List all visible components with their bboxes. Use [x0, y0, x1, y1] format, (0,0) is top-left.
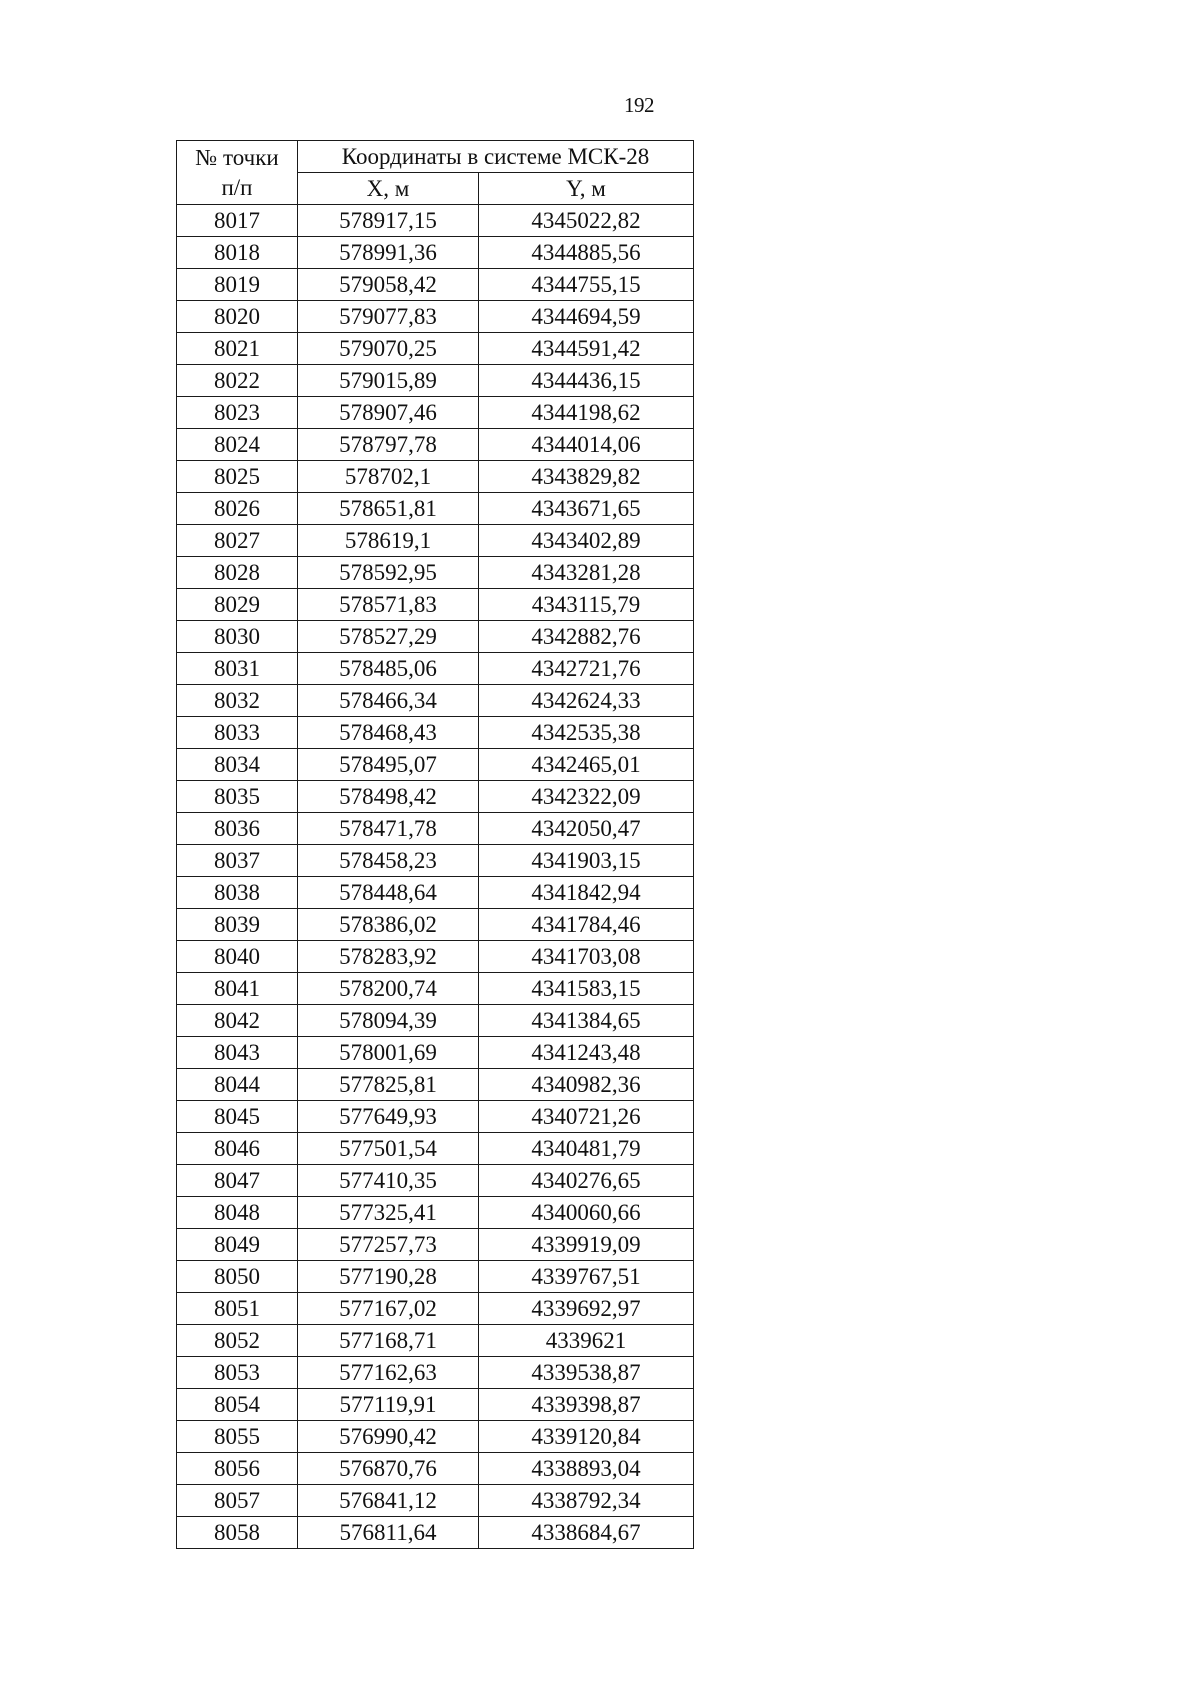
cell-point-number: 8033	[177, 717, 298, 749]
cell-x: 579015,89	[298, 365, 479, 397]
table-row	[177, 653, 694, 685]
header-point-number	[177, 141, 298, 205]
cell-y: 4343829,82	[479, 461, 694, 493]
table-row	[177, 461, 694, 493]
table-row	[177, 941, 694, 973]
cell-y: 4342535,38	[479, 717, 694, 749]
cell-x: 578466,34	[298, 685, 479, 717]
table-header	[177, 141, 694, 205]
table-row	[177, 1421, 694, 1453]
cell-point-number: 8049	[177, 1229, 298, 1261]
cell-x: 578458,23	[298, 845, 479, 877]
cell-x: 577257,73	[298, 1229, 479, 1261]
cell-x: 578283,92	[298, 941, 479, 973]
cell-point-number: 8038	[177, 877, 298, 909]
table-row	[177, 1389, 694, 1421]
cell-point-number: 8055	[177, 1421, 298, 1453]
table-row	[177, 1261, 694, 1293]
cell-y: 4344694,59	[479, 301, 694, 333]
cell-x: 579070,25	[298, 333, 479, 365]
cell-x: 578094,39	[298, 1005, 479, 1037]
cell-point-number: 8036	[177, 813, 298, 845]
cell-y: 4341243,48	[479, 1037, 694, 1069]
cell-point-number: 8030	[177, 621, 298, 653]
table-row	[177, 845, 694, 877]
cell-point-number: 8054	[177, 1389, 298, 1421]
cell-point-number: 8034	[177, 749, 298, 781]
table-row	[177, 269, 694, 301]
table-row	[177, 365, 694, 397]
cell-y: 4343402,89	[479, 525, 694, 557]
cell-point-number: 8025	[177, 461, 298, 493]
table-row	[177, 1133, 694, 1165]
cell-y: 4341703,08	[479, 941, 694, 973]
cell-y: 4342050,47	[479, 813, 694, 845]
cell-point-number: 8058	[177, 1517, 298, 1549]
cell-x: 577119,91	[298, 1389, 479, 1421]
cell-point-number: 8026	[177, 493, 298, 525]
table-row	[177, 973, 694, 1005]
coordinates-table	[176, 140, 694, 1549]
cell-point-number: 8047	[177, 1165, 298, 1197]
table-row	[177, 1069, 694, 1101]
cell-x: 577190,28	[298, 1261, 479, 1293]
table-row	[177, 909, 694, 941]
cell-y: 4341903,15	[479, 845, 694, 877]
cell-point-number: 8024	[177, 429, 298, 461]
cell-x: 578498,42	[298, 781, 479, 813]
cell-point-number: 8046	[177, 1133, 298, 1165]
cell-point-number: 8057	[177, 1485, 298, 1517]
cell-point-number: 8022	[177, 365, 298, 397]
cell-x: 577325,41	[298, 1197, 479, 1229]
table-row	[177, 493, 694, 525]
cell-x: 578448,64	[298, 877, 479, 909]
cell-y: 4342624,33	[479, 685, 694, 717]
header-point-number-line2: п/п	[221, 174, 253, 200]
cell-x: 578991,36	[298, 237, 479, 269]
cell-x: 576990,42	[298, 1421, 479, 1453]
cell-x: 578702,1	[298, 461, 479, 493]
table-row	[177, 749, 694, 781]
table-body	[177, 205, 694, 1549]
cell-x: 578200,74	[298, 973, 479, 1005]
cell-x: 577410,35	[298, 1165, 479, 1197]
cell-y: 4342721,76	[479, 653, 694, 685]
cell-y: 4344436,15	[479, 365, 694, 397]
cell-y: 4340481,79	[479, 1133, 694, 1165]
cell-x: 578651,81	[298, 493, 479, 525]
cell-y: 4338893,04	[479, 1453, 694, 1485]
cell-y: 4340721,26	[479, 1101, 694, 1133]
table-row	[177, 717, 694, 749]
cell-x: 579077,83	[298, 301, 479, 333]
table-row	[177, 685, 694, 717]
table-row	[177, 397, 694, 429]
table-row	[177, 1517, 694, 1549]
header-y: Y, м	[479, 173, 694, 205]
cell-point-number: 8039	[177, 909, 298, 941]
cell-y: 4340982,36	[479, 1069, 694, 1101]
cell-x: 576811,64	[298, 1517, 479, 1549]
cell-point-number: 8028	[177, 557, 298, 589]
cell-y: 4343281,28	[479, 557, 694, 589]
cell-x: 578471,78	[298, 813, 479, 845]
cell-x: 578917,15	[298, 205, 479, 237]
cell-point-number: 8037	[177, 845, 298, 877]
table-row	[177, 1101, 694, 1133]
cell-point-number: 8031	[177, 653, 298, 685]
cell-y: 4341842,94	[479, 877, 694, 909]
table-row	[177, 301, 694, 333]
cell-y: 4342322,09	[479, 781, 694, 813]
cell-y: 4338792,34	[479, 1485, 694, 1517]
cell-point-number: 8053	[177, 1357, 298, 1389]
cell-point-number: 8023	[177, 397, 298, 429]
header-point-number-line1: № точки	[195, 144, 279, 170]
cell-point-number: 8032	[177, 685, 298, 717]
table-row	[177, 1197, 694, 1229]
cell-x: 577167,02	[298, 1293, 479, 1325]
table-row	[177, 205, 694, 237]
cell-x: 578468,43	[298, 717, 479, 749]
cell-x: 578001,69	[298, 1037, 479, 1069]
table-row	[177, 525, 694, 557]
cell-x: 578619,1	[298, 525, 479, 557]
cell-y: 4340060,66	[479, 1197, 694, 1229]
cell-x: 578485,06	[298, 653, 479, 685]
cell-y: 4342465,01	[479, 749, 694, 781]
cell-x: 578527,29	[298, 621, 479, 653]
table-row	[177, 877, 694, 909]
cell-x: 577501,54	[298, 1133, 479, 1165]
table-row	[177, 1005, 694, 1037]
page-number: 192	[624, 93, 654, 117]
cell-y: 4344198,62	[479, 397, 694, 429]
cell-point-number: 8052	[177, 1325, 298, 1357]
cell-y: 4339621	[479, 1325, 694, 1357]
cell-y: 4344885,56	[479, 237, 694, 269]
cell-point-number: 8021	[177, 333, 298, 365]
cell-point-number: 8027	[177, 525, 298, 557]
cell-y: 4344755,15	[479, 269, 694, 301]
cell-x: 578797,78	[298, 429, 479, 461]
cell-point-number: 8048	[177, 1197, 298, 1229]
cell-x: 578571,83	[298, 589, 479, 621]
cell-y: 4340276,65	[479, 1165, 694, 1197]
cell-y: 4344014,06	[479, 429, 694, 461]
cell-y: 4338684,67	[479, 1517, 694, 1549]
cell-y: 4339538,87	[479, 1357, 694, 1389]
cell-point-number: 8045	[177, 1101, 298, 1133]
table-row	[177, 1037, 694, 1069]
table-row	[177, 621, 694, 653]
cell-x: 577168,71	[298, 1325, 479, 1357]
cell-x: 578386,02	[298, 909, 479, 941]
cell-x: 577649,93	[298, 1101, 479, 1133]
cell-x: 576841,12	[298, 1485, 479, 1517]
table-row	[177, 1165, 694, 1197]
table-row	[177, 237, 694, 269]
table-row	[177, 1357, 694, 1389]
cell-point-number: 8041	[177, 973, 298, 1005]
cell-point-number: 8020	[177, 301, 298, 333]
cell-y: 4341384,65	[479, 1005, 694, 1037]
header-coordinates-group: Координаты в системе МСК-28	[298, 141, 694, 173]
table-row	[177, 813, 694, 845]
table-row	[177, 1325, 694, 1357]
cell-point-number: 8042	[177, 1005, 298, 1037]
table-row	[177, 589, 694, 621]
cell-y: 4341583,15	[479, 973, 694, 1005]
cell-x: 578592,95	[298, 557, 479, 589]
cell-point-number: 8044	[177, 1069, 298, 1101]
table-row	[177, 557, 694, 589]
header-x: X, м	[298, 173, 479, 205]
cell-point-number: 8035	[177, 781, 298, 813]
cell-x: 576870,76	[298, 1453, 479, 1485]
cell-y: 4339919,09	[479, 1229, 694, 1261]
cell-x: 579058,42	[298, 269, 479, 301]
table-row	[177, 429, 694, 461]
cell-point-number: 8050	[177, 1261, 298, 1293]
cell-y: 4342882,76	[479, 621, 694, 653]
cell-x: 578907,46	[298, 397, 479, 429]
table-row	[177, 1293, 694, 1325]
cell-x: 577162,63	[298, 1357, 479, 1389]
cell-point-number: 8017	[177, 205, 298, 237]
cell-y: 4339692,97	[479, 1293, 694, 1325]
cell-point-number: 8051	[177, 1293, 298, 1325]
table-row	[177, 781, 694, 813]
cell-x: 577825,81	[298, 1069, 479, 1101]
table-row	[177, 333, 694, 365]
cell-y: 4339120,84	[479, 1421, 694, 1453]
cell-x: 578495,07	[298, 749, 479, 781]
cell-y: 4344591,42	[479, 333, 694, 365]
cell-point-number: 8018	[177, 237, 298, 269]
cell-y: 4343115,79	[479, 589, 694, 621]
cell-y: 4343671,65	[479, 493, 694, 525]
cell-y: 4339398,87	[479, 1389, 694, 1421]
table-row	[177, 1229, 694, 1261]
cell-point-number: 8043	[177, 1037, 298, 1069]
cell-y: 4339767,51	[479, 1261, 694, 1293]
cell-point-number: 8040	[177, 941, 298, 973]
cell-point-number: 8056	[177, 1453, 298, 1485]
table-row	[177, 1485, 694, 1517]
cell-y: 4345022,82	[479, 205, 694, 237]
cell-y: 4341784,46	[479, 909, 694, 941]
cell-point-number: 8019	[177, 269, 298, 301]
cell-point-number: 8029	[177, 589, 298, 621]
table-row	[177, 1453, 694, 1485]
